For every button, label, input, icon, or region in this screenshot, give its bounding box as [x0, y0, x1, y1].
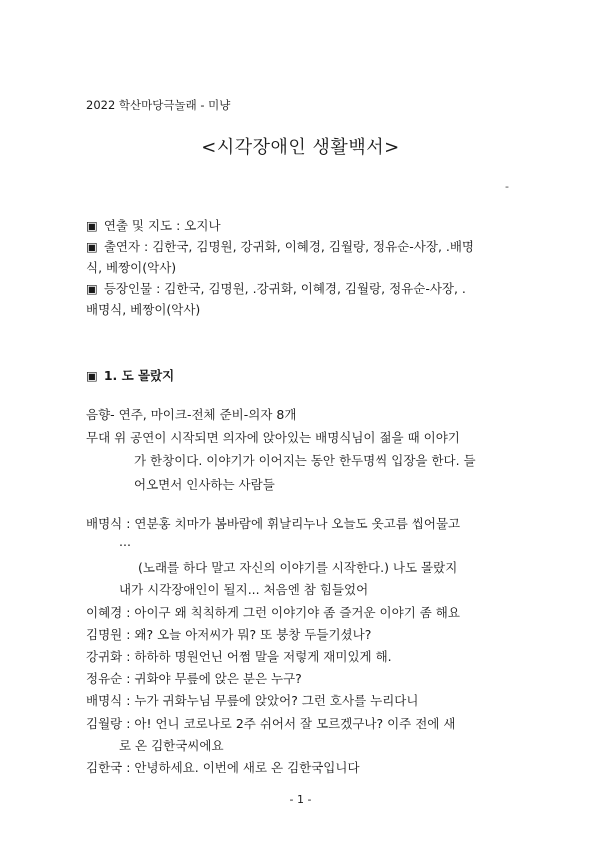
dialogue-line: 정유순 : 귀화야 무릎에 앉은 분은 누구?	[86, 671, 302, 687]
page-title: <시각장애인 생활백서>	[201, 137, 400, 158]
square-bullet-icon: ▣	[86, 281, 98, 296]
dialogue-line: 강귀화 : 하하하 명원언닌 어쩜 말을 저렇게 재미있게 해.	[86, 649, 392, 665]
script-block-1	[86, 403, 536, 496]
dialogue-line: 이혜경 : 아이구 왜 칙칙하게 그런 이야기야 좀 즐거운 이야기 좀 해요	[86, 604, 460, 620]
section-heading-text: 1. 도 몰랐지	[103, 368, 175, 383]
credits-block	[86, 215, 536, 320]
dialogue-continuation: ...	[119, 534, 131, 550]
dialogue-line: 배명식 : 누가 귀화누님 무릎에 앉았어? 그런 호사를 누리다니	[86, 693, 419, 709]
square-bullet-icon: ▣	[86, 239, 98, 254]
credit-director-text: 연출 및 지도 : 오지나	[103, 218, 221, 233]
script-block-2	[86, 513, 536, 779]
credit-cast-cont: 식, 베짱이(악사)	[86, 260, 177, 275]
dash-mark: -	[505, 180, 509, 193]
dialogue-line: 배명식 : 연분홍 치마가 봄바람에 휘날리누나 오늘도 옷고름 씹어물고	[86, 516, 461, 531]
dialogue-line: 김월랑 : 아! 언니 코로나로 2주 쉬어서 잘 모르겠구나? 이주 전에 새	[86, 715, 456, 731]
running-header: 2022 학산마당극놀래 - 미냥	[86, 98, 231, 112]
credit-cast-text: 출연자 : 김한국, 김명원, 강귀화, 이혜경, 김월랑, 정유순-사장, .배명	[103, 239, 475, 254]
square-bullet-icon: ▣	[86, 368, 98, 383]
credit-cast	[86, 236, 536, 257]
dialogue-continuation: (노래를 하다 말고 자신의 이야기를 시작한다.) 나도 몰랐지	[138, 560, 458, 576]
credit-characters	[86, 278, 536, 299]
square-bullet-icon: ▣	[86, 218, 98, 233]
stage-direction-2: 가 한창이다. 이야기가 이어지는 동안 한두명씩 입장을 한다. 들	[134, 453, 476, 469]
page-number: - 1 -	[289, 793, 312, 806]
credit-director	[86, 215, 536, 236]
stage-direction-3: 어오면서 인사하는 사람들	[134, 476, 275, 492]
sound-direction: 음향- 연주, 마이크-전체 준비-의자 8개	[86, 407, 297, 422]
dialogue-continuation: 로 온 김한국씨에요	[119, 737, 224, 753]
credit-characters-text: 등장인물 : 김한국, 김명원, .강귀화, 이혜경, 김월랑, 정유순-사장, .	[103, 281, 466, 296]
credit-characters-cont: 배명식, 베짱이(악사)	[86, 302, 201, 317]
dialogue-continuation: 내가 시각장애인이 될지... 처음엔 참 힘들었어	[119, 582, 369, 598]
dialogue-line: 김명원 : 왜? 오늘 아저씨가 뭐? 또 붕창 두들기셨나?	[86, 626, 372, 642]
stage-direction-1: 무대 위 공연이 시작되면 의자에 앉아있는 배명식님이 젊을 때 이야기	[86, 430, 460, 446]
section-heading	[86, 366, 174, 384]
dialogue-line: 김한국 : 안녕하세요. 이번에 새로 온 김한국입니다	[86, 760, 360, 776]
